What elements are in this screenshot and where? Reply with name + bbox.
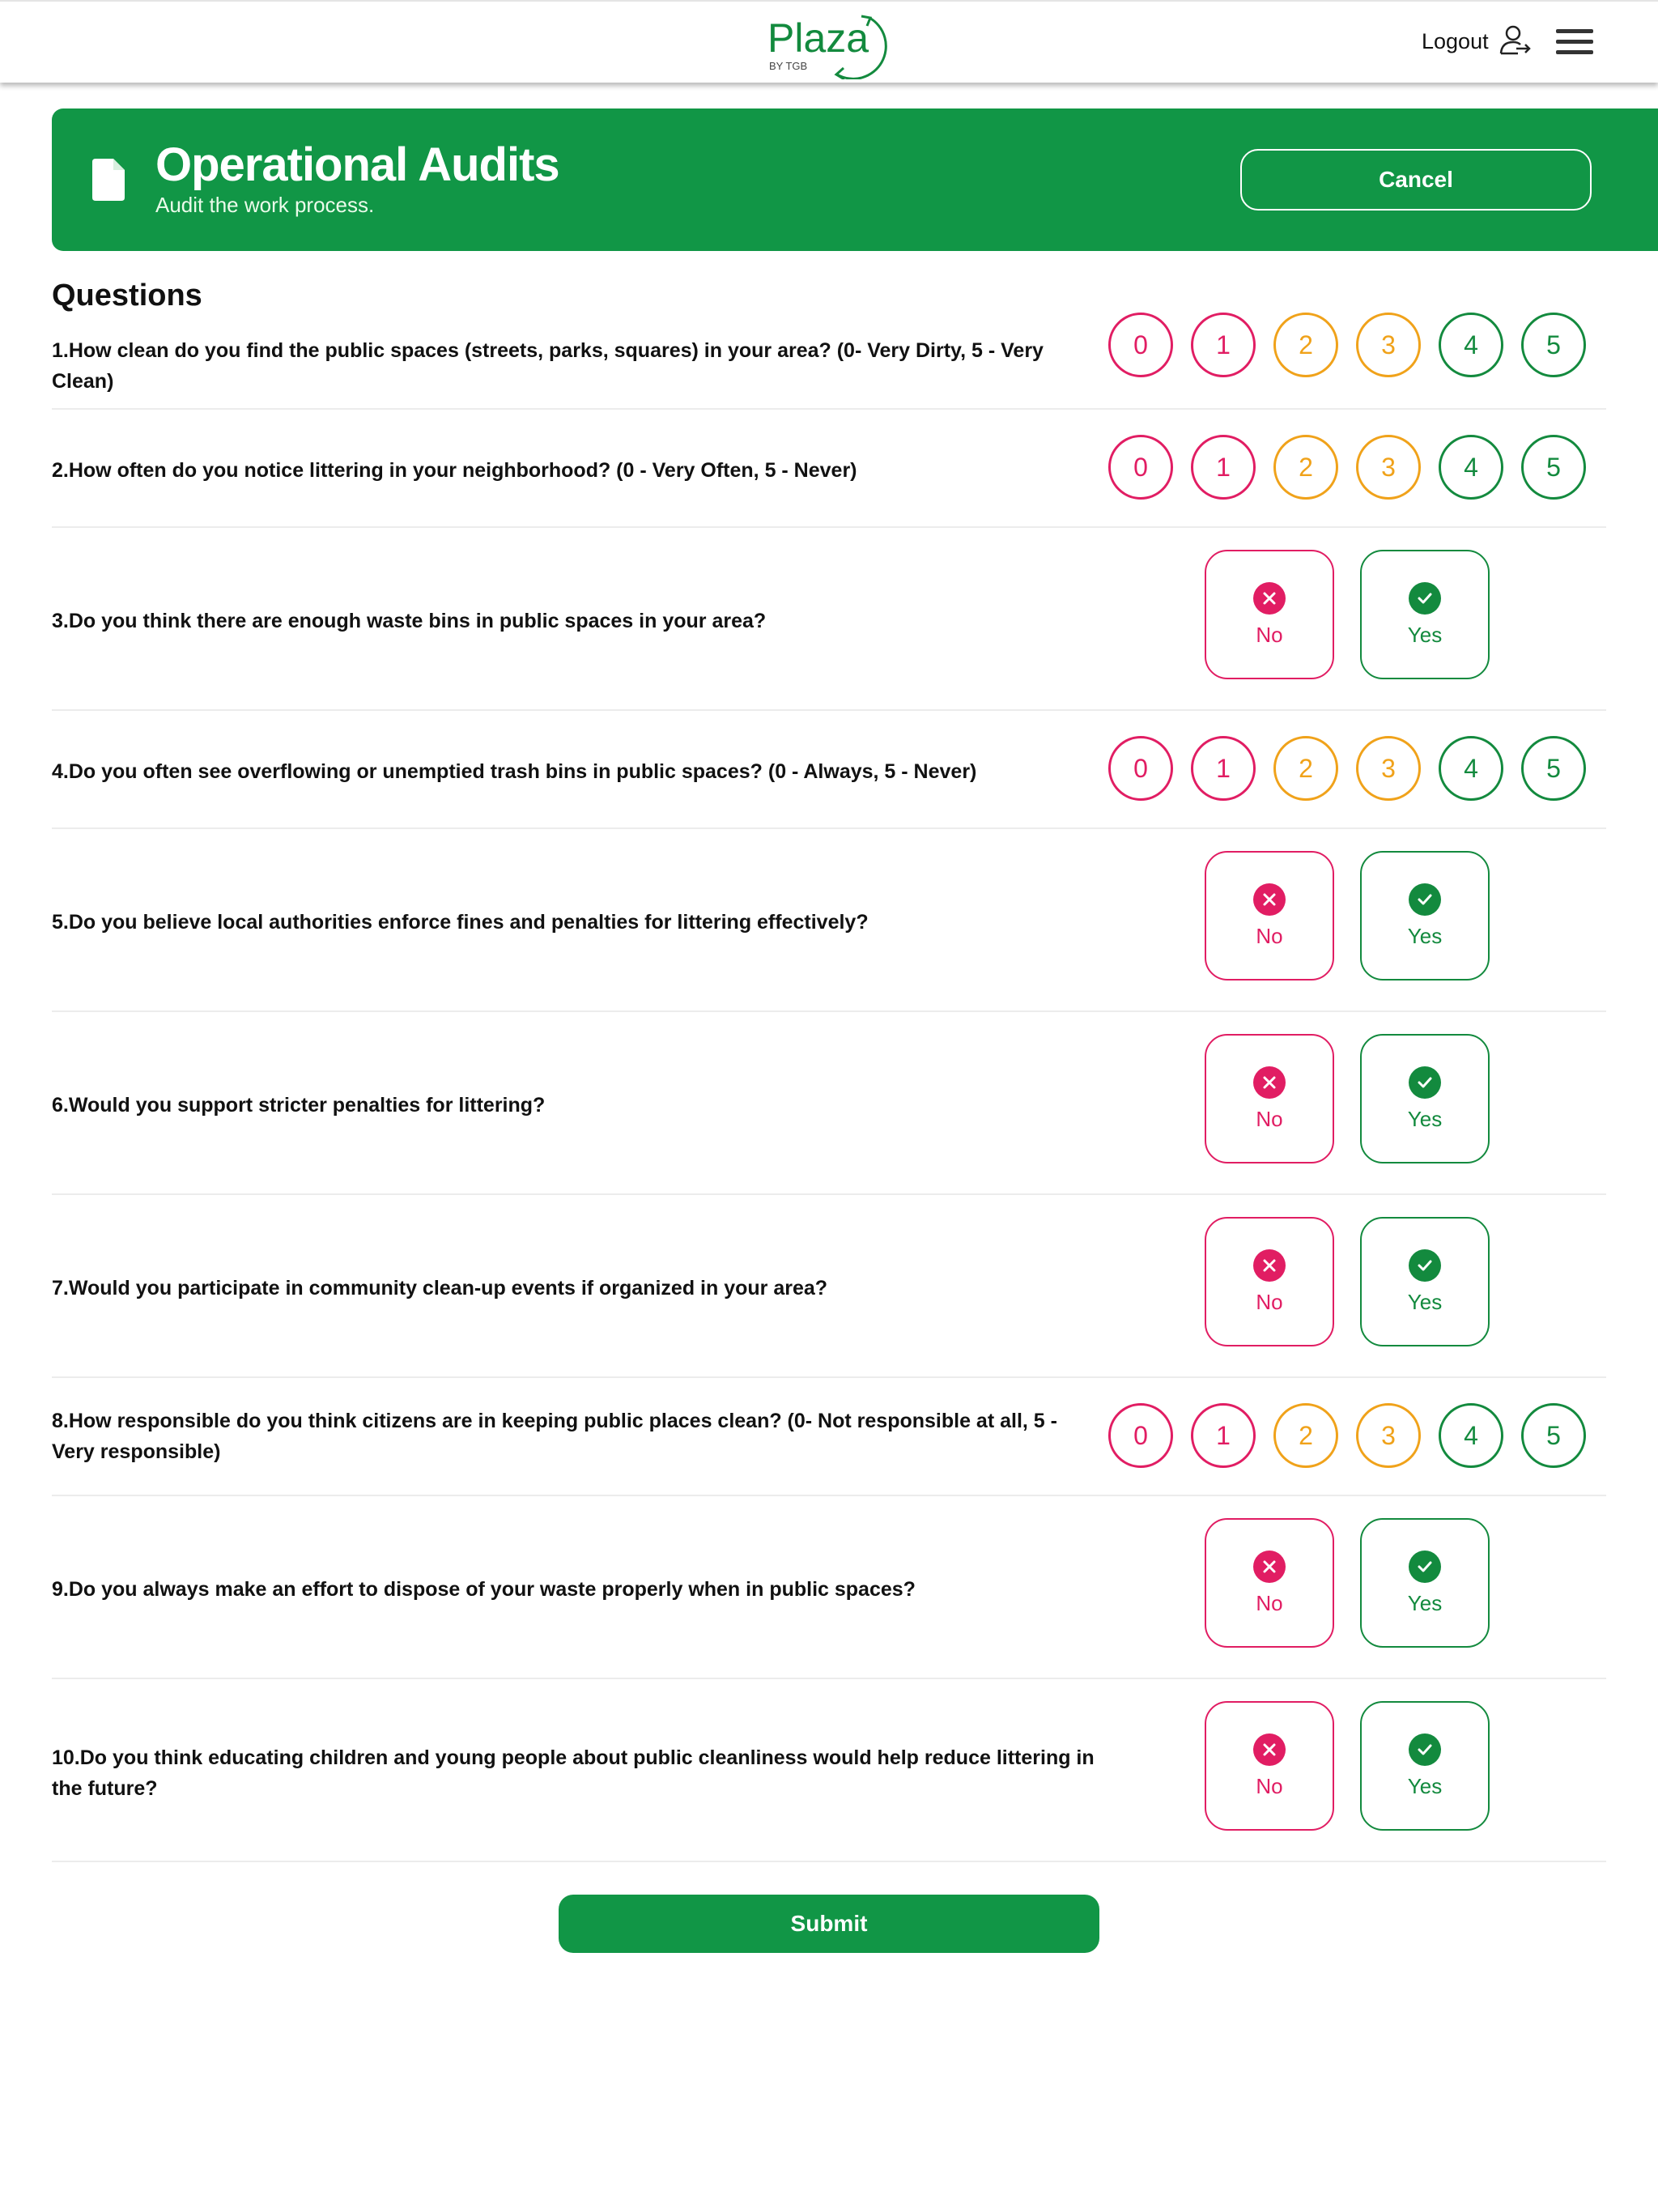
rating-scale — [1108, 1403, 1586, 1468]
rating-option-4[interactable]: 4 — [1439, 313, 1503, 377]
close-icon — [1253, 1066, 1286, 1099]
logo-tagline: BY TGB — [769, 60, 808, 72]
question-row — [52, 711, 1606, 829]
rating-option-3[interactable]: 3 — [1356, 435, 1421, 500]
no-label: No — [1256, 1773, 1283, 1798]
rating-option-2[interactable]: 2 — [1273, 736, 1338, 801]
yes-no-group — [1205, 1701, 1490, 1831]
question-text: 5.Do you believe local authorities enforce fines and penalties for littering effectively? — [52, 911, 869, 934]
question-text: 2.How often do you notice littering in your neighborhood? (0 - Very Often, 5 - Never) — [52, 459, 857, 482]
question-text: 9.Do you always make an effort to dispose of your waste properly when in public spaces? — [52, 1578, 916, 1601]
rating-option-5[interactable]: 5 — [1521, 736, 1586, 801]
no-label: No — [1256, 1590, 1283, 1615]
question-text: 1.How clean do you find the public spaces (streets, parks, squares) in your area? (0- Very Dirty, 5 - Very Clean) — [52, 339, 1044, 393]
logout-label: Logout — [1422, 28, 1489, 53]
no-button[interactable] — [1205, 1217, 1334, 1346]
page-title: Operational Audits — [155, 138, 559, 191]
rating-option-3[interactable]: 3 — [1356, 1403, 1421, 1468]
yes-label: Yes — [1407, 923, 1443, 948]
page-subtitle: Audit the work process. — [155, 193, 375, 217]
document-icon — [92, 159, 125, 201]
logout-user-icon — [1499, 24, 1533, 58]
check-icon — [1409, 883, 1441, 916]
yes-button[interactable] — [1360, 550, 1490, 679]
no-label: No — [1256, 1106, 1283, 1131]
rating-scale — [1108, 736, 1586, 801]
check-icon — [1409, 1733, 1441, 1766]
question-row — [52, 829, 1606, 1012]
questions-heading: Questions — [52, 279, 202, 313]
rating-option-2[interactable]: 2 — [1273, 1403, 1338, 1468]
rating-option-3[interactable]: 3 — [1356, 736, 1421, 801]
hamburger-menu-icon[interactable] — [1556, 29, 1593, 57]
rating-option-1[interactable]: 1 — [1191, 313, 1256, 377]
rating-option-5[interactable]: 5 — [1521, 313, 1586, 377]
rating-option-0[interactable]: 0 — [1108, 313, 1173, 377]
question-row — [52, 1195, 1606, 1378]
close-icon — [1253, 1551, 1286, 1583]
close-icon — [1253, 582, 1286, 615]
top-bar — [0, 0, 1658, 83]
question-text: 8.How responsible do you think citizens are in keeping public places clean? (0- Not responsible at all, 5 - Very responsible) — [52, 1410, 1057, 1463]
question-text: 6.Would you support stricter penalties for littering? — [52, 1094, 546, 1117]
rating-scale — [1108, 313, 1586, 377]
rating-option-3[interactable]: 3 — [1356, 313, 1421, 377]
rating-option-2[interactable]: 2 — [1273, 313, 1338, 377]
question-row — [52, 410, 1606, 528]
submit-button[interactable]: Submit — [559, 1895, 1099, 1953]
rating-option-4[interactable]: 4 — [1439, 1403, 1503, 1468]
question-row — [52, 1012, 1606, 1195]
page-header-banner — [52, 108, 1658, 251]
rating-option-4[interactable]: 4 — [1439, 736, 1503, 801]
plaza-logo[interactable] — [766, 11, 892, 79]
close-icon — [1253, 1733, 1286, 1766]
yes-button[interactable] — [1360, 1701, 1490, 1831]
no-button[interactable] — [1205, 1034, 1334, 1163]
check-icon — [1409, 1551, 1441, 1583]
rating-scale — [1108, 435, 1586, 500]
rating-option-1[interactable]: 1 — [1191, 435, 1256, 500]
yes-label: Yes — [1407, 622, 1443, 647]
no-button[interactable] — [1205, 1701, 1334, 1831]
yes-no-group — [1205, 851, 1490, 981]
question-row — [52, 1378, 1606, 1496]
yes-button[interactable] — [1360, 851, 1490, 981]
no-label: No — [1256, 923, 1283, 948]
question-row — [52, 283, 1606, 410]
question-text: 7.Would you participate in community clean-up events if organized in your area? — [52, 1277, 828, 1300]
rating-option-0[interactable]: 0 — [1108, 736, 1173, 801]
yes-no-group — [1205, 1518, 1490, 1648]
rating-option-1[interactable]: 1 — [1191, 1403, 1256, 1468]
yes-label: Yes — [1407, 1773, 1443, 1798]
check-icon — [1409, 1066, 1441, 1099]
yes-no-group — [1205, 550, 1490, 679]
rating-option-2[interactable]: 2 — [1273, 435, 1338, 500]
no-label: No — [1256, 1289, 1283, 1314]
yes-label: Yes — [1407, 1106, 1443, 1131]
rating-option-5[interactable]: 5 — [1521, 1403, 1586, 1468]
yes-no-group — [1205, 1034, 1490, 1163]
question-text: 4.Do you often see overflowing or unemptied trash bins in public spaces? (0 - Always, 5 - Never) — [52, 760, 977, 783]
question-text: 3.Do you think there are enough waste bins in public spaces in your area? — [52, 610, 767, 632]
rating-option-4[interactable]: 4 — [1439, 435, 1503, 500]
rating-option-1[interactable]: 1 — [1191, 736, 1256, 801]
rating-option-0[interactable]: 0 — [1108, 1403, 1173, 1468]
yes-label: Yes — [1407, 1289, 1443, 1314]
check-icon — [1409, 1249, 1441, 1282]
logout-button[interactable] — [1422, 24, 1533, 58]
question-row — [52, 1679, 1606, 1862]
yes-label: Yes — [1407, 1590, 1443, 1615]
question-row — [52, 528, 1606, 711]
no-button[interactable] — [1205, 1518, 1334, 1648]
check-icon — [1409, 582, 1441, 615]
logo-text: Plaza — [767, 15, 869, 61]
no-button[interactable] — [1205, 550, 1334, 679]
rating-option-0[interactable]: 0 — [1108, 435, 1173, 500]
yes-button[interactable] — [1360, 1217, 1490, 1346]
rating-option-5[interactable]: 5 — [1521, 435, 1586, 500]
cancel-button[interactable]: Cancel — [1240, 149, 1592, 211]
yes-no-group — [1205, 1217, 1490, 1346]
yes-button[interactable] — [1360, 1518, 1490, 1648]
yes-button[interactable] — [1360, 1034, 1490, 1163]
no-label: No — [1256, 622, 1283, 647]
question-text: 10.Do you think educating children and young people about public cleanliness would help reduce littering in the future? — [52, 1746, 1095, 1800]
close-icon — [1253, 1249, 1286, 1282]
no-button[interactable] — [1205, 851, 1334, 981]
close-icon — [1253, 883, 1286, 916]
question-row — [52, 1496, 1606, 1679]
